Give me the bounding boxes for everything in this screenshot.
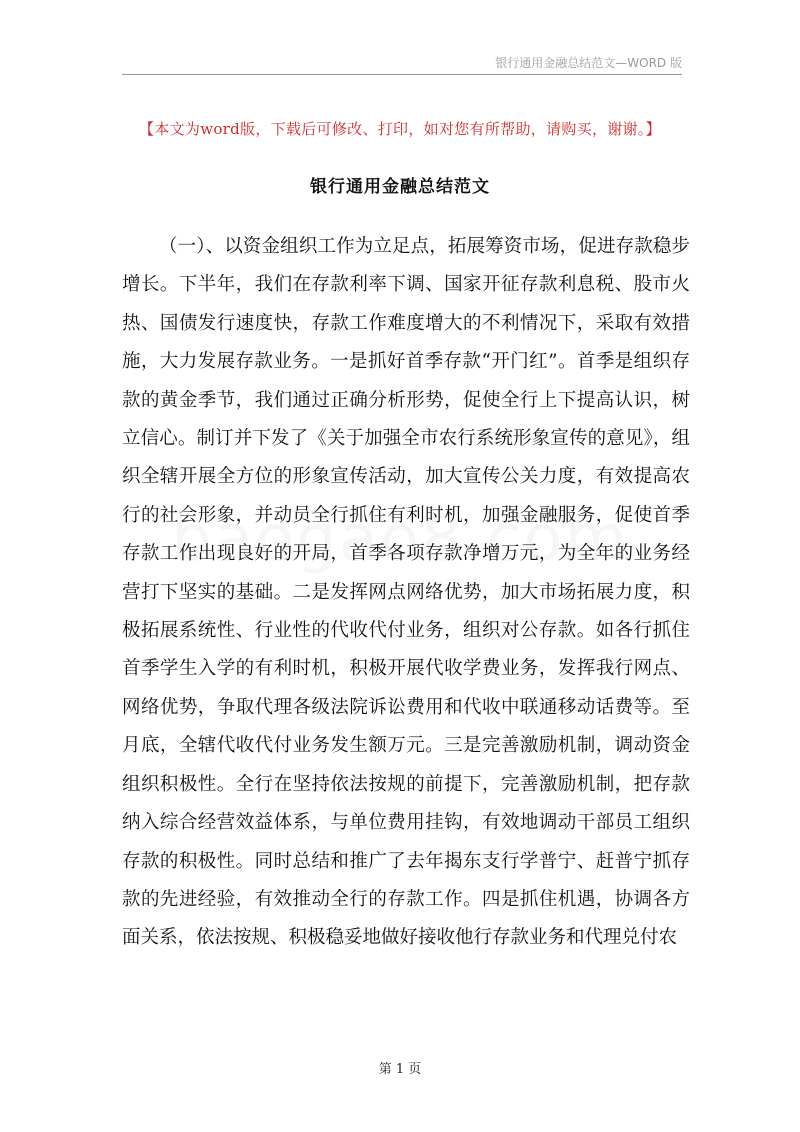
- download-notice: 【本文为word版，下载后可修改、打印，如对您有所帮助，请购买，谢谢。】: [139, 120, 661, 138]
- running-header: [122, 54, 682, 75]
- running-header-title: 银行通用金融总结范文—WORD 版: [495, 56, 682, 70]
- document-title: 银行通用金融总结范文: [310, 177, 490, 197]
- body-paragraph: （一）、以资金组织工作为立足点，拓展筹资市场，促进存款稳步增长。下半年，我们在存款利率下调、国家开征存款利息税、股市火热、国债发行速度快，存款工作难度增大的不利情况下，采取有效措施，大力发展存款业务。一是抓好首季存款“开门红”。首季是组织存款的黄金季节，我们通过正确分析形势，促使全行上下提高认识，树立信心。制订并下发了《关于加强全市农行系统形象宣传的意见》，组织全辖开展全方位的形象宣传活动，加大宣传公关力度，有效提高农行的社会形象，并动员全行抓住有利时机，加强金融服务，促使首季存款工作出现良好的开局，首季各项存款净增万元，为全年的业务经营打下坚实的基础。二是发挥网点网络优势，加大市场拓展力度，积极拓展系统性、行业性的代收代付业务，组织对公存款。如各行抓住首季学生入学的有利时机，积极开展代收学费业务，发挥我行网点、网络优势，争取代理各级法院诉讼费用和代收中联通移动话费等。至月底，全辖代收代付业务发生额万元。三是完善激励机制，调动资金组织积极性。全行在坚持依法按规的前提下，完善激励机制，把存款纳入综合经营效益体系，与单位费用挂钩，有效地调动干部员工组织存款的积极性。同时总结和推广了去年揭东支行学普宁、赶普宁抓存款的先进经验，有效推动全行的存款工作。四是抓住机遇，协调各方面关系，依法按规、积极稳妥地做好接收他行存款业务和代理兑付农: [122, 236, 690, 949]
- page-number: 第 1 页: [378, 1062, 422, 1077]
